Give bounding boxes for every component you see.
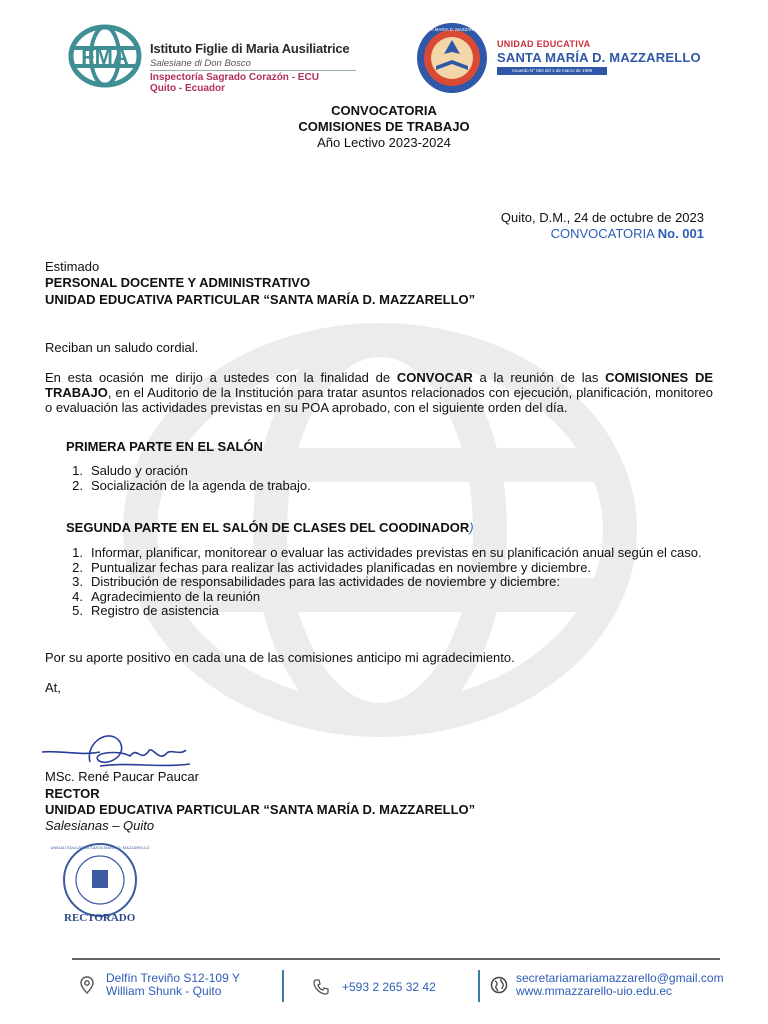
p1-a: En esta ocasión me dirijo a ustedes con la finalidad de (45, 370, 397, 385)
p1-c: a la reunión de las (472, 370, 606, 385)
convocatoria-no: No. 001 (657, 226, 704, 241)
footer-email[interactable]: secretariamariamazzarello@gmail.com (516, 971, 724, 985)
signoff: At, (45, 680, 61, 695)
fma-inspectoria-line1: Inspectoría Sagrado Corazón - ECU (150, 72, 319, 83)
location-pin-icon (78, 976, 96, 994)
list-item: 3. Distribución de responsabilidades para las actividades de noviembre y diciembre: (72, 574, 560, 589)
doc-title-year: Año Lectivo 2023-2024 (317, 135, 451, 150)
list-item: 2. Puntualizar fechas para realizar las actividades planificadas en noviembre y diciembre. (72, 559, 592, 575)
fma-logo-letters: FMA (81, 44, 129, 69)
section2-paren: ) (469, 520, 474, 535)
section2-title (66, 520, 686, 535)
school-agreement-bar: Acuerdo N° 063 del 1 de marzo de 1999 (497, 67, 607, 75)
address-line2: William Shunk - Quito (106, 983, 222, 998)
list-item-text: Saludo y oración (91, 463, 188, 478)
school-name-small: UNIDAD EDUCATIVA (497, 39, 591, 49)
list-item: 2. Socialización de la agenda de trabajo. (72, 477, 311, 493)
footer-separator (282, 970, 284, 1002)
list-item-text: Agradecimiento de la reunión (91, 588, 261, 604)
recipient-line2: UNIDAD EDUCATIVA PARTICULAR “SANTA MARÍA D. MAZZARELLO” (45, 292, 476, 307)
footer-contact (516, 972, 724, 997)
footer-web[interactable]: www.mmazzarello-uio.edu.ec (516, 983, 673, 998)
section1-title: PRIMERA PARTE EN EL SALÓN (66, 439, 263, 454)
p1-d: COMISIONES DE TRABAJO (45, 370, 714, 400)
address-line1: Delfín Treviño S12-109 Y (106, 971, 240, 985)
footer-phone: +593 2 265 32 42 (342, 980, 436, 994)
fma-subtitle: Salesiane di Don Bosco (150, 58, 251, 69)
rectorado-label: RECTORADO (64, 912, 136, 924)
p1-e: , en el Auditorio de la Institución para tratar asuntos relacionados con ejecución, planificación, monitoreo o evaluación las actividades previstas en su POA aprobado, con el siguiente orden del día. (45, 385, 713, 415)
greeting: Estimado (45, 259, 100, 274)
signer-role: RECTOR (45, 786, 100, 801)
section2-list (45, 546, 703, 619)
signer-institution: UNIDAD EDUCATIVA PARTICULAR “SANTA MARÍA D. MAZZARELLO” (45, 802, 476, 817)
globe-icon (490, 976, 508, 994)
signer-name: MSc. René Paucar Paucar (45, 769, 199, 784)
doc-title-line2: COMISIONES DE TRABAJO (298, 119, 470, 134)
list-item-text: Socialización de la agenda de trabajo. (91, 477, 311, 493)
list-item-text: Registro de asistencia (91, 603, 219, 618)
main-paragraph (45, 370, 713, 415)
seal-text: SANTA MARIA D. MAZZARELLO (419, 27, 485, 32)
footer-divider (72, 958, 720, 960)
fma-title: Istituto Figlie di Maria Ausiliatrice (150, 41, 350, 56)
recipient-line1: PERSONAL DOCENTE Y ADMINISTRATIVO (45, 275, 311, 290)
school-seal-icon (416, 22, 488, 94)
fma-inspectoria (150, 72, 319, 94)
list-item: 5. Registro de asistencia (72, 603, 219, 618)
signer-location: Salesianas – Quito (45, 818, 155, 833)
fma-inspectoria-line2: Quito - Ecuador (150, 83, 225, 94)
school-name-big: SANTA MARÍA D. MAZZARELLO (497, 50, 701, 65)
footer-separator (478, 970, 480, 1002)
fma-divider (150, 70, 356, 71)
place-date: Quito, D.M., 24 de octubre de 2023 (500, 210, 704, 225)
convocatoria-label: CONVOCATORIA (550, 226, 655, 241)
stamp-text: UNIDAD EDUCATIVA SANTA MARIA D. MAZZARELLO (50, 845, 150, 850)
list-item-text: Distribución de responsabilidades para las actividades de noviembre y diciembre: (91, 574, 560, 589)
doc-title-line1: CONVOCATORIA (331, 103, 437, 118)
list-item: 1. Saludo y oración (72, 463, 188, 478)
list-item: 4. Agradecimiento de la reunión (72, 588, 261, 604)
section2-title-text: SEGUNDA PARTE EN EL SALÓN DE CLASES DEL COODINADOR (66, 520, 470, 535)
list-item: 1. Informar, planificar, monitorear o evaluar las actividades previstas en su planificación anual según el caso. (72, 545, 702, 560)
p1-b: CONVOCAR (396, 370, 473, 385)
list-item-text: Informar, planificar, monitorear o evaluar las actividades previstas en su planificación anual según el caso. (91, 545, 702, 560)
footer-address (106, 972, 240, 997)
list-item-text: Puntualizar fechas para realizar las actividades planificadas en noviembre y diciembre. (91, 559, 592, 575)
phone-icon (312, 978, 330, 996)
convocatoria-number (551, 226, 704, 241)
salute: Reciban un saludo cordial. (45, 340, 199, 355)
fma-logo-icon (68, 24, 142, 88)
section1-list (45, 464, 705, 493)
closing: Por su aporte positivo en cada una de las comisiones anticipo mi agradecimiento. (45, 650, 515, 665)
